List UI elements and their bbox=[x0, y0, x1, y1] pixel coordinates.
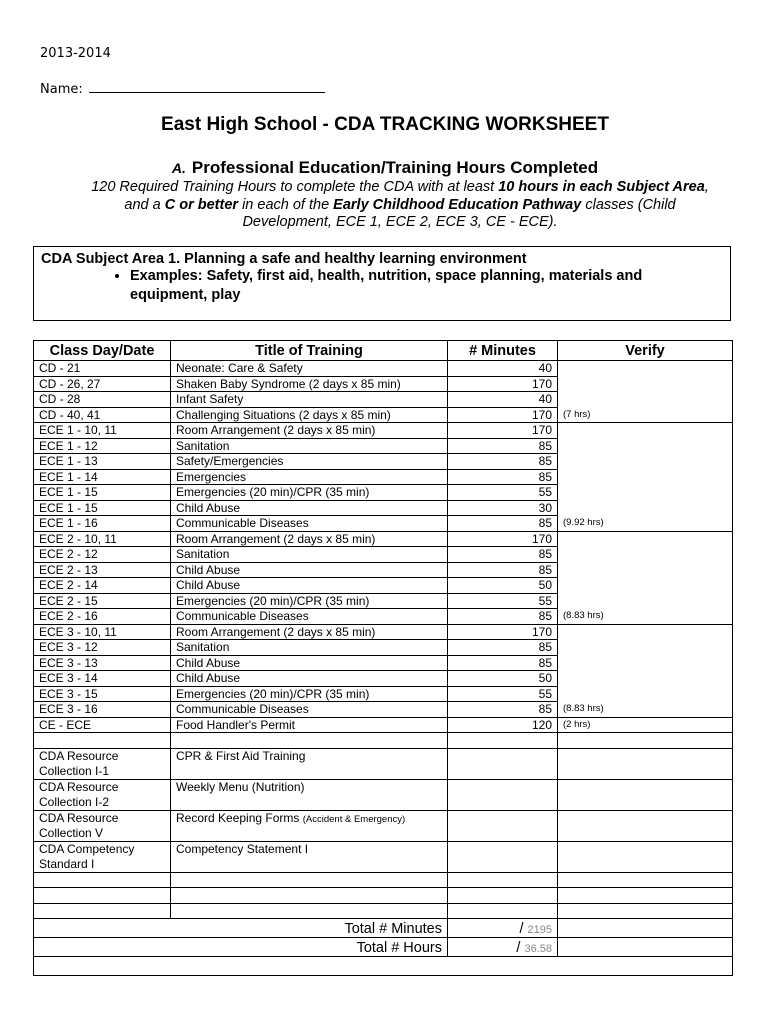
cell-date: ECE 1 - 13 bbox=[34, 454, 171, 470]
cell-minutes: 85 bbox=[448, 655, 558, 671]
blank-cell[interactable] bbox=[34, 903, 171, 919]
total-hours-slash: / bbox=[516, 940, 521, 956]
verify-cell-ece3[interactable] bbox=[558, 624, 733, 717]
cell-date: ECE 3 - 16 bbox=[34, 702, 171, 718]
cell-minutes: 170 bbox=[448, 423, 558, 439]
cell-date: CD - 40, 41 bbox=[34, 407, 171, 423]
table-row bbox=[34, 531, 733, 547]
blank-cell[interactable] bbox=[558, 733, 733, 749]
resource-row bbox=[34, 841, 733, 872]
blank-row bbox=[34, 888, 733, 904]
cell-title: Child Abuse bbox=[171, 500, 448, 516]
resource-title: Record Keeping Forms bbox=[176, 810, 303, 825]
req-part-3: in each of the bbox=[238, 196, 334, 213]
school-year: 2013-2014 bbox=[40, 46, 111, 61]
blank-cell[interactable] bbox=[558, 888, 733, 904]
req-bold-3: Early Childhood Education Pathway bbox=[333, 196, 582, 213]
blank-cell[interactable] bbox=[171, 888, 448, 904]
cell-title: Sanitation bbox=[171, 438, 448, 454]
header-minutes: # Minutes bbox=[448, 341, 558, 361]
cell-title: Child Abuse bbox=[171, 562, 448, 578]
cell-title: Neonate: Care & Safety bbox=[171, 361, 448, 377]
table-body bbox=[34, 361, 733, 976]
cell-title: Emergencies (20 min)/CPR (35 min) bbox=[171, 593, 448, 609]
cell-title: Emergencies (20 min)/CPR (35 min) bbox=[171, 485, 448, 501]
cell-title bbox=[171, 779, 448, 810]
verify-note: (8.83 hrs) bbox=[563, 703, 604, 714]
cell-date: CD - 21 bbox=[34, 361, 171, 377]
verify-note: (7 hrs) bbox=[563, 408, 591, 420]
cell-date: ECE 2 - 14 bbox=[34, 578, 171, 594]
cell-minutes: 50 bbox=[448, 671, 558, 687]
resource-title-note: (Accident & Emergency) bbox=[302, 813, 406, 825]
blank-cell[interactable] bbox=[448, 888, 558, 904]
total-hours-value[interactable] bbox=[448, 938, 558, 957]
table-row bbox=[34, 361, 733, 377]
cell-minutes: 85 bbox=[448, 469, 558, 485]
cell-date: ECE 2 - 10, 11 bbox=[34, 531, 171, 547]
cell-title bbox=[171, 748, 448, 779]
cell-title: Child Abuse bbox=[171, 671, 448, 687]
cell-minutes[interactable] bbox=[448, 810, 558, 841]
cell-date: ECE 2 - 12 bbox=[34, 547, 171, 563]
resource-title: CPR & First Aid Training bbox=[176, 748, 306, 763]
cell-minutes[interactable] bbox=[448, 748, 558, 779]
cell-minutes: 85 bbox=[448, 438, 558, 454]
blank-cell[interactable] bbox=[448, 872, 558, 888]
cell-verify[interactable] bbox=[558, 810, 733, 841]
cell-date: ECE 3 - 15 bbox=[34, 686, 171, 702]
resource-row bbox=[34, 779, 733, 810]
verify-note: (8.83 hrs) bbox=[563, 610, 604, 621]
cell-minutes: 85 bbox=[448, 516, 558, 532]
name-field[interactable] bbox=[40, 80, 325, 97]
cell-date: ECE 1 - 14 bbox=[34, 469, 171, 485]
cell-date: ECE 2 - 16 bbox=[34, 609, 171, 625]
blank-row bbox=[34, 733, 733, 749]
blank-cell[interactable] bbox=[171, 903, 448, 919]
cell-date: ECE 3 - 12 bbox=[34, 640, 171, 656]
cell-date: CDA Competency Standard I bbox=[34, 841, 171, 872]
verify-cell-cd[interactable] bbox=[558, 361, 733, 423]
cell-title: Challenging Situations (2 days x 85 min) bbox=[171, 407, 448, 423]
total-hours-row bbox=[34, 938, 733, 957]
verify-cell-ece2[interactable] bbox=[558, 531, 733, 624]
cell-date: ECE 2 - 15 bbox=[34, 593, 171, 609]
cell-title: Communicable Diseases bbox=[171, 609, 448, 625]
cell-minutes: 55 bbox=[448, 686, 558, 702]
cell-date: ECE 3 - 14 bbox=[34, 671, 171, 687]
resource-row bbox=[34, 748, 733, 779]
total-hours-verify[interactable] bbox=[558, 938, 733, 957]
cell-minutes: 170 bbox=[448, 531, 558, 547]
cell-date: CE - ECE bbox=[34, 717, 171, 733]
header-verify: Verify bbox=[558, 341, 733, 361]
section-letter: A. bbox=[171, 160, 186, 176]
page-title: East High School - CDA TRACKING WORKSHEET bbox=[161, 114, 609, 135]
total-hours-number: 36.58 bbox=[524, 943, 552, 955]
req-bold-2: C or better bbox=[164, 196, 239, 213]
cell-minutes: 85 bbox=[448, 609, 558, 625]
total-hours-label: Total # Hours bbox=[34, 938, 448, 957]
cell-title: Sanitation bbox=[171, 547, 448, 563]
cell-date: CDA Resource Collection V bbox=[34, 810, 171, 841]
cell-date: ECE 3 - 13 bbox=[34, 655, 171, 671]
cell-title: Safety/Emergencies bbox=[171, 454, 448, 470]
requirements-text bbox=[90, 179, 710, 232]
subject-area-box bbox=[33, 246, 731, 321]
cell-minutes: 85 bbox=[448, 547, 558, 563]
resource-title: Weekly Menu (Nutrition) bbox=[176, 779, 305, 794]
verify-cell-ece1[interactable] bbox=[558, 423, 733, 532]
blank-row bbox=[34, 872, 733, 888]
cell-title: Child Abuse bbox=[171, 578, 448, 594]
resource-title: Competency Statement I bbox=[176, 841, 309, 856]
blank-cell[interactable] bbox=[558, 872, 733, 888]
req-part-1: 120 Required Training Hours to complete the CDA with at least bbox=[91, 179, 499, 195]
resource-row bbox=[34, 810, 733, 841]
cell-date: CD - 26, 27 bbox=[34, 376, 171, 392]
table-header-row bbox=[34, 341, 733, 361]
total-minutes-label: Total # Minutes bbox=[34, 919, 448, 938]
cell-date: CDA Resource Collection I-1 bbox=[34, 748, 171, 779]
cell-title: Emergencies bbox=[171, 469, 448, 485]
verify-cell-ce[interactable] bbox=[558, 717, 733, 733]
table-row bbox=[34, 624, 733, 640]
blank-cell[interactable] bbox=[34, 888, 171, 904]
cell-date: ECE 3 - 10, 11 bbox=[34, 624, 171, 640]
cell-minutes: 50 bbox=[448, 578, 558, 594]
cell-date: ECE 1 - 10, 11 bbox=[34, 423, 171, 439]
verify-note: (9.92 hrs) bbox=[563, 517, 604, 528]
cell-date: ECE 1 - 12 bbox=[34, 438, 171, 454]
cell-title bbox=[171, 810, 448, 841]
total-minutes-row bbox=[34, 919, 733, 938]
total-minutes-value[interactable] bbox=[448, 919, 558, 938]
cell-verify[interactable] bbox=[558, 748, 733, 779]
req-part-2: , and a bbox=[124, 179, 709, 213]
blank-row bbox=[34, 903, 733, 919]
cell-date: CDA Resource Collection I-2 bbox=[34, 779, 171, 810]
blank-cell[interactable] bbox=[171, 733, 448, 749]
cell-title: Sanitation bbox=[171, 640, 448, 656]
total-minutes-slash: / bbox=[519, 921, 524, 937]
section-heading-text: Professional Education/Training Hours Completed bbox=[191, 158, 599, 177]
cell-minutes: 85 bbox=[448, 454, 558, 470]
cell-minutes: 30 bbox=[448, 500, 558, 516]
cell-date: ECE 1 - 16 bbox=[34, 516, 171, 532]
table-row bbox=[34, 423, 733, 439]
cell-title: Communicable Diseases bbox=[171, 702, 448, 718]
req-bold-1: 10 hours in each Subject Area bbox=[498, 179, 705, 195]
tracking-table bbox=[33, 340, 733, 976]
section-a-heading bbox=[0, 158, 770, 178]
blank-cell[interactable] bbox=[448, 733, 558, 749]
cell-title: Food Handler's Permit bbox=[171, 717, 448, 733]
cell-date: CD - 28 bbox=[34, 392, 171, 408]
cell-minutes: 170 bbox=[448, 376, 558, 392]
cell-minutes[interactable] bbox=[448, 841, 558, 872]
cell-minutes: 55 bbox=[448, 593, 558, 609]
name-label: Name: bbox=[40, 82, 87, 97]
blank-cell[interactable] bbox=[34, 872, 171, 888]
cell-verify[interactable] bbox=[558, 841, 733, 872]
cell-date: ECE 1 - 15 bbox=[34, 485, 171, 501]
blank-cell[interactable] bbox=[558, 903, 733, 919]
cell-minutes: 40 bbox=[448, 361, 558, 377]
verify-note: (2 hrs) bbox=[563, 718, 591, 730]
cell-minutes[interactable] bbox=[448, 779, 558, 810]
examples-item: • Examples: Safety, first aid, health, nutrition, space planning, materials and equipment, play bbox=[130, 267, 690, 305]
cell-verify[interactable] bbox=[558, 779, 733, 810]
cell-title: Room Arrangement (2 days x 85 min) bbox=[171, 531, 448, 547]
cell-minutes: 85 bbox=[448, 562, 558, 578]
cell-title: Room Arrangement (2 days x 85 min) bbox=[171, 624, 448, 640]
cell-minutes: 55 bbox=[448, 485, 558, 501]
cell-minutes: 85 bbox=[448, 702, 558, 718]
cell-title: Shaken Baby Syndrome (2 days x 85 min) bbox=[171, 376, 448, 392]
total-minutes-number: 2195 bbox=[527, 924, 552, 936]
cell-title: Child Abuse bbox=[171, 655, 448, 671]
subject-area-title: CDA Subject Area 1. Planning a safe and healthy learning environment bbox=[41, 251, 527, 267]
req-part-4: classes (Child Development, ECE 1, ECE 2, ECE 3, CE - ECE). bbox=[242, 196, 676, 230]
cell-title: Communicable Diseases bbox=[171, 516, 448, 532]
header-title: Title of Training bbox=[171, 341, 448, 361]
cell-title bbox=[171, 841, 448, 872]
footer-row bbox=[34, 957, 733, 976]
cell-date: ECE 2 - 13 bbox=[34, 562, 171, 578]
cell-title: Room Arrangement (2 days x 85 min) bbox=[171, 423, 448, 439]
blank-cell[interactable] bbox=[171, 872, 448, 888]
cell-date: ECE 1 - 15 bbox=[34, 500, 171, 516]
cell-title: Infant Safety bbox=[171, 392, 448, 408]
examples-list bbox=[102, 267, 690, 305]
cell-minutes: 170 bbox=[448, 407, 558, 423]
blank-cell[interactable] bbox=[34, 733, 171, 749]
name-blank-line[interactable] bbox=[89, 80, 325, 93]
cell-minutes: 85 bbox=[448, 640, 558, 656]
blank-cell[interactable] bbox=[448, 903, 558, 919]
total-minutes-verify[interactable] bbox=[558, 919, 733, 938]
table-row bbox=[34, 717, 733, 733]
footer-cell bbox=[34, 957, 733, 976]
cell-minutes: 170 bbox=[448, 624, 558, 640]
cell-minutes: 40 bbox=[448, 392, 558, 408]
header-date: Class Day/Date bbox=[34, 341, 171, 361]
cell-title: Emergencies (20 min)/CPR (35 min) bbox=[171, 686, 448, 702]
cell-minutes: 120 bbox=[448, 717, 558, 733]
